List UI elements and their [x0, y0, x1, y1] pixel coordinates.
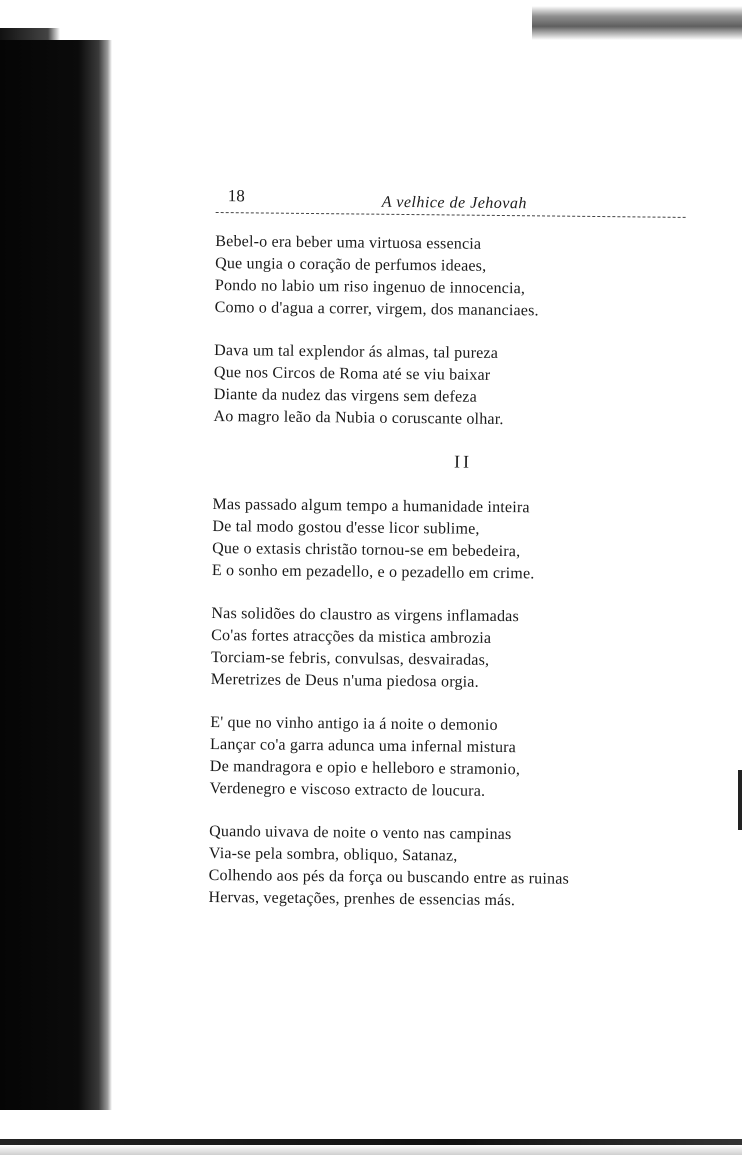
- stanza: [215, 231, 686, 324]
- book-spine-shadow: [0, 40, 112, 1110]
- verse-line: Pondo no labio um riso ingenuo de innocencia,: [214, 276, 526, 298]
- section-numeral: II: [453, 451, 473, 472]
- verse-line: Que o extasis christão tornou-se em bebedeira,: [212, 539, 521, 561]
- scan-corner-shadow: [532, 6, 742, 40]
- verse-line: Colhendo aos pés da força ou buscando entre as ruinas: [208, 866, 570, 888]
- stanza: [211, 603, 682, 696]
- verse-line: Que ungia o coração de perfumos ideaes,: [215, 254, 487, 275]
- book-page: [208, 180, 686, 935]
- verse-line: Nas solidões do claustro as virgens inflamadas: [211, 604, 520, 626]
- verse-line: Como o d'agua a correr, virgem, dos mananciaes.: [214, 298, 539, 320]
- scan-edge-mark: [738, 770, 742, 830]
- verse-line: Hervas, vegetações, prenhes de essencias más.: [208, 888, 516, 910]
- page-number: 18: [227, 186, 245, 206]
- poem-section-1: [213, 231, 685, 433]
- stanza: [212, 494, 683, 587]
- poem-section-2: [208, 494, 682, 914]
- verse-line: Lançar co'a garra adunca uma infernal mistura: [209, 735, 517, 757]
- verse-line: Diante da nudez das virgens sem defeza: [213, 385, 478, 406]
- verse-line: E' que no vinho antigo ia á noite o demonio: [210, 713, 498, 734]
- verse-line: Verdenegro e viscoso extracto de loucura.: [209, 779, 486, 800]
- verse-line: Torciam-se febris, convulsas, desvairadas,: [210, 648, 490, 669]
- verse-line: Meretrizes de Deus n'uma piedosa orgia.: [210, 670, 479, 691]
- verse-line: Ao magro leão da Nubia o coruscante olhar.: [213, 407, 504, 429]
- running-title: A velhice de Jehovah: [381, 193, 528, 213]
- page-header: [216, 180, 686, 218]
- verse-line: De tal modo gostou d'esse licor sublime,: [212, 517, 480, 538]
- verse-line: Quando uivava de noite o vento nas campinas: [209, 822, 512, 844]
- verse-line: Que nos Circos de Roma até se viu baixar: [213, 363, 491, 384]
- verse-line: Via-se pela sombra, obliquo, Satanaz,: [208, 844, 458, 865]
- verse-line: E o sonho em pezadello, e o pezadello em crime.: [211, 561, 535, 583]
- stanza: [213, 340, 684, 433]
- verse-line: Dava um tal explendor ás almas, tal pureza: [214, 341, 499, 362]
- verse-line: Bebel-o era beber uma virtuosa essencia: [215, 232, 482, 253]
- verse-line: Co'as fortes atracções da mistica ambrozia: [211, 626, 492, 647]
- verse-line: De mandragora e opio e helleboro e stramonio,: [209, 757, 521, 779]
- verse-line: Mas passado algum tempo a humanidade inteira: [212, 495, 530, 517]
- page-bottom-shadow: [0, 1145, 742, 1155]
- stanza: [210, 712, 681, 805]
- stanza: [208, 821, 679, 914]
